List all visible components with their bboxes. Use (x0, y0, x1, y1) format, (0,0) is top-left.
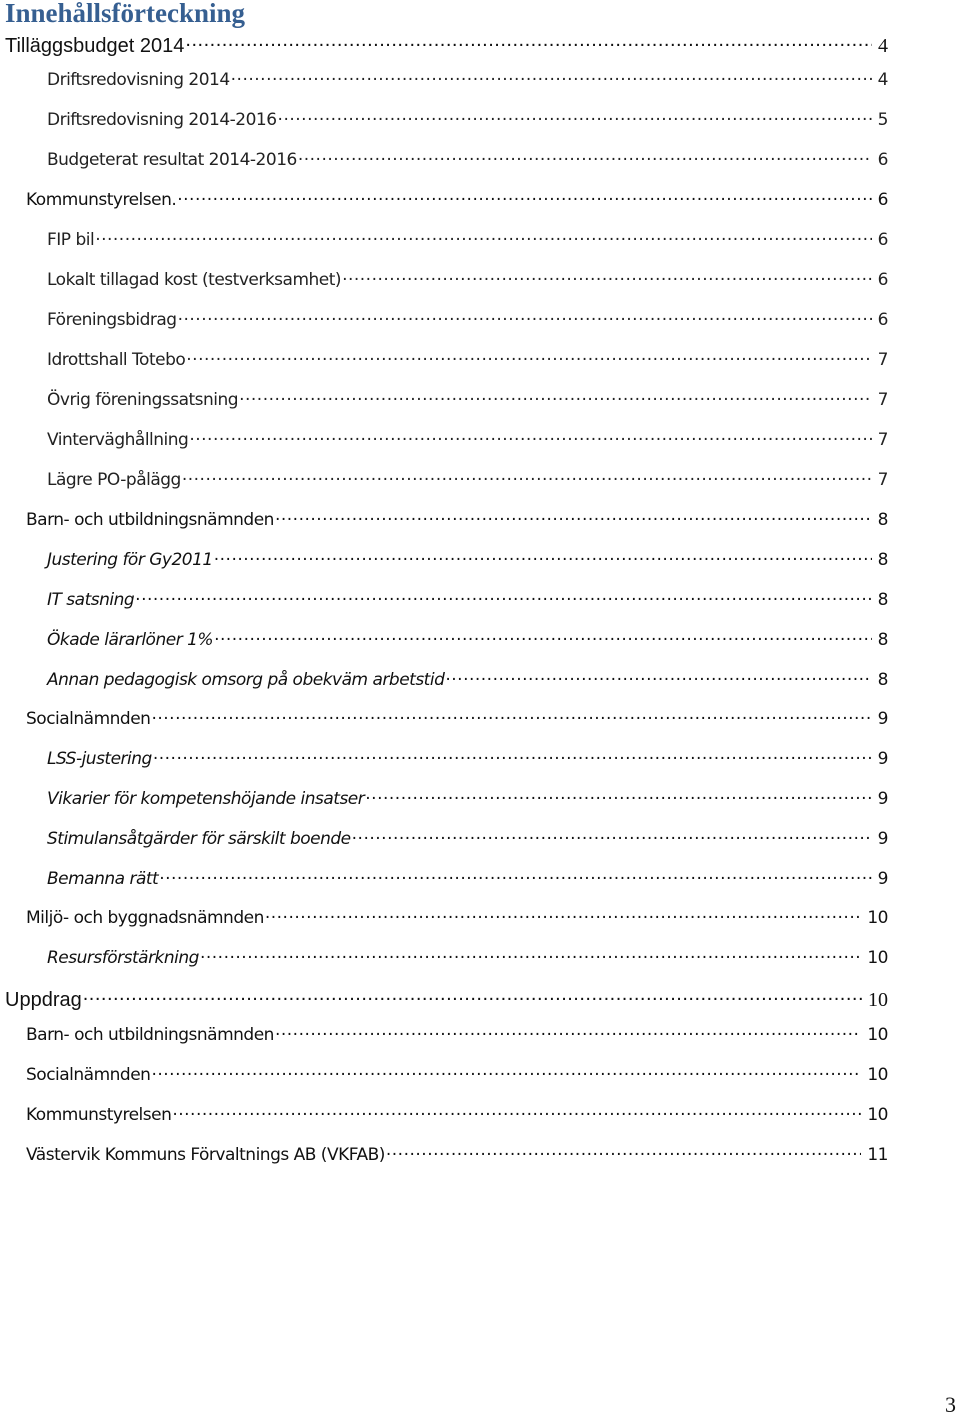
dot-leader (151, 1063, 861, 1080)
toc-entry-lss-justering[interactable] (47, 747, 888, 777)
toc-entry-label: Budgeterat resultat 2014-2016 (47, 150, 297, 170)
dot-leader (186, 348, 871, 365)
toc-entry-label: IT satsning (47, 590, 135, 610)
toc-entry-page: 10 (867, 948, 888, 968)
toc-entry-vintervaghallning[interactable] (47, 428, 888, 458)
toc-entry-page: 5 (877, 110, 888, 130)
toc-entry-page: 6 (877, 190, 888, 210)
dot-leader (342, 268, 872, 285)
dot-leader (172, 1103, 861, 1120)
dot-leader (182, 468, 872, 485)
toc-entry-label: Resursförstärkning (47, 948, 199, 968)
toc-entry-annan-pedagogisk-omsorg[interactable] (47, 668, 888, 698)
dot-leader (298, 148, 872, 165)
dot-leader (159, 867, 871, 884)
toc-entry-label: Barn- och utbildningsnämnden (26, 1025, 274, 1045)
toc-entry-uppdrag[interactable] (5, 986, 888, 1016)
toc-entry-page: 9 (877, 749, 888, 769)
dot-leader (135, 588, 872, 605)
dot-leader (239, 388, 872, 405)
toc-entry-label: Kommunstyrelsen (26, 1105, 172, 1125)
toc-entry-fip-bil[interactable] (47, 228, 888, 258)
dot-leader (275, 508, 872, 525)
dot-leader (153, 747, 872, 764)
toc-entry-label: Kommunstyrelsen. (26, 190, 177, 210)
toc-entry-bemanna-ratt[interactable] (47, 867, 888, 897)
toc-entry-page: 9 (877, 709, 888, 729)
toc-entry-barn-och-utbildningsnamnden[interactable] (26, 508, 888, 538)
toc-entry-page: 4 (878, 35, 888, 57)
toc-entry-page: 9 (877, 829, 888, 849)
toc-entry-stimulansatgarder[interactable] (47, 827, 888, 857)
toc-entry-it-satsning[interactable] (47, 588, 888, 618)
dot-leader (231, 68, 872, 85)
toc-entry-resursforstarkning[interactable] (47, 946, 888, 976)
toc-entry-page: 10 (867, 1025, 888, 1045)
dot-leader (278, 108, 872, 125)
toc-entry-label: Driftsredovisning 2014-2016 (47, 110, 277, 130)
toc-entry-page: 9 (877, 869, 888, 889)
toc-entry-label: Annan pedagogisk omsorg på obekväm arbetstid (47, 670, 445, 690)
toc-entry-driftsredovisning-2014-2016[interactable] (47, 108, 888, 138)
dot-leader (95, 228, 871, 245)
toc-entry-page: 8 (877, 630, 888, 650)
toc-entry-page: 8 (877, 670, 888, 690)
toc-entry-label: Tilläggsbudget 2014 (5, 35, 185, 57)
dot-leader (189, 428, 871, 445)
toc-entry-label: Justering för Gy2011 (47, 550, 213, 570)
toc-entry-idrottshall-totebo[interactable] (47, 348, 888, 378)
toc-entry-page: 10 (867, 1105, 888, 1125)
dot-leader (214, 548, 872, 565)
toc-entry-page: 8 (877, 510, 888, 530)
toc-entry-uppdrag-barn-och-utbildningsnamnden[interactable] (26, 1023, 888, 1053)
toc-entry-foreningsbidrag[interactable] (47, 308, 888, 338)
toc-entry-page: 10 (868, 989, 888, 1011)
toc-entry-page: 6 (877, 270, 888, 290)
toc-entry-label: Miljö- och byggnadsnämnden (26, 908, 264, 928)
toc-entry-label: Föreningsbidrag (47, 310, 177, 330)
toc-entry-okade-lararloner[interactable] (47, 628, 888, 658)
toc-entry-kommunstyrelsen[interactable] (26, 188, 888, 218)
dot-leader (445, 668, 871, 685)
dot-leader (151, 707, 871, 724)
toc-entry-page: 6 (877, 150, 888, 170)
toc-entry-driftsredovisning-2014[interactable] (47, 68, 888, 98)
dot-leader (178, 308, 872, 325)
toc-entry-label: Driftsredovisning 2014 (47, 70, 230, 90)
toc-entry-lagre-po-palagg[interactable] (47, 468, 888, 498)
toc-entry-label: Barn- och utbildningsnämnden (26, 510, 274, 530)
dot-leader (83, 986, 862, 1006)
toc-entry-label: Bemanna rätt (47, 869, 159, 889)
toc-entry-page: 7 (877, 350, 888, 370)
toc-entry-label: Vikarier för kompetenshöjande insatser (47, 789, 365, 809)
toc-entry-lokalt-tillagad-kost[interactable] (47, 268, 888, 298)
toc-entry-label: Vinterväghållning (47, 430, 189, 450)
toc-entry-page: 8 (877, 590, 888, 610)
dot-leader (200, 946, 861, 963)
dot-leader (352, 827, 872, 844)
toc-entry-page: 11 (867, 1145, 888, 1165)
toc-entry-label: Lokalt tillagad kost (testverksamhet) (47, 270, 342, 290)
toc-entry-page: 10 (867, 1065, 888, 1085)
toc-entry-justering-gy2011[interactable] (47, 548, 888, 578)
toc-entry-miljo-och-byggnadsnamnden[interactable] (26, 906, 888, 936)
toc-entry-page: 7 (877, 470, 888, 490)
toc-entry-budgeterat-resultat[interactable] (47, 148, 888, 178)
toc-entry-ovrig-foreningssatsning[interactable] (47, 388, 888, 418)
toc-entry-page: 10 (867, 908, 888, 928)
dot-leader (214, 628, 872, 645)
toc-entry-label: FIP bil (47, 230, 95, 250)
toc-entry-tillaggsbudget-2014[interactable] (5, 32, 888, 62)
toc-entry-label: Lägre PO-pålägg (47, 470, 181, 490)
toc-entry-label: Stimulansåtgärder för särskilt boende (47, 829, 351, 849)
dot-leader (275, 1023, 861, 1040)
toc-entry-socialnamnden[interactable] (26, 707, 888, 737)
toc-entry-vkfab[interactable] (26, 1143, 888, 1173)
dot-leader (365, 787, 871, 804)
toc-entry-label: Ökade lärarlöner 1% (47, 630, 214, 650)
toc-entry-page: 7 (877, 430, 888, 450)
dot-leader (265, 906, 862, 923)
toc-entry-page: 8 (877, 550, 888, 570)
toc-entry-page: 7 (877, 390, 888, 410)
toc-entry-label: Västervik Kommuns Förvaltnings AB (VKFAB) (26, 1145, 385, 1165)
dot-leader (185, 32, 872, 52)
toc-entry-vikarier-kompetenshojande[interactable] (47, 787, 888, 817)
toc-entry-label: Socialnämnden (26, 1065, 151, 1085)
toc-entry-label: Övrig föreningssatsning (47, 390, 239, 410)
toc-entry-uppdrag-socialnamnden[interactable] (26, 1063, 888, 1093)
dot-leader (386, 1143, 861, 1160)
toc-entry-label: Uppdrag (5, 989, 82, 1011)
toc-entry-page: 9 (877, 789, 888, 809)
page-number: 3 (945, 1392, 956, 1417)
toc-entry-page: 4 (877, 70, 888, 90)
toc-entry-label: LSS-justering (47, 749, 152, 769)
dot-leader (177, 188, 871, 205)
toc-title: Innehållsförteckning (5, 0, 246, 28)
toc-entry-page: 6 (877, 230, 888, 250)
toc-entry-label: Idrottshall Totebo (47, 350, 186, 370)
toc-entry-page: 6 (877, 310, 888, 330)
toc-entry-label: Socialnämnden (26, 709, 151, 729)
toc-entry-uppdrag-kommunstyrelsen[interactable] (26, 1103, 888, 1133)
